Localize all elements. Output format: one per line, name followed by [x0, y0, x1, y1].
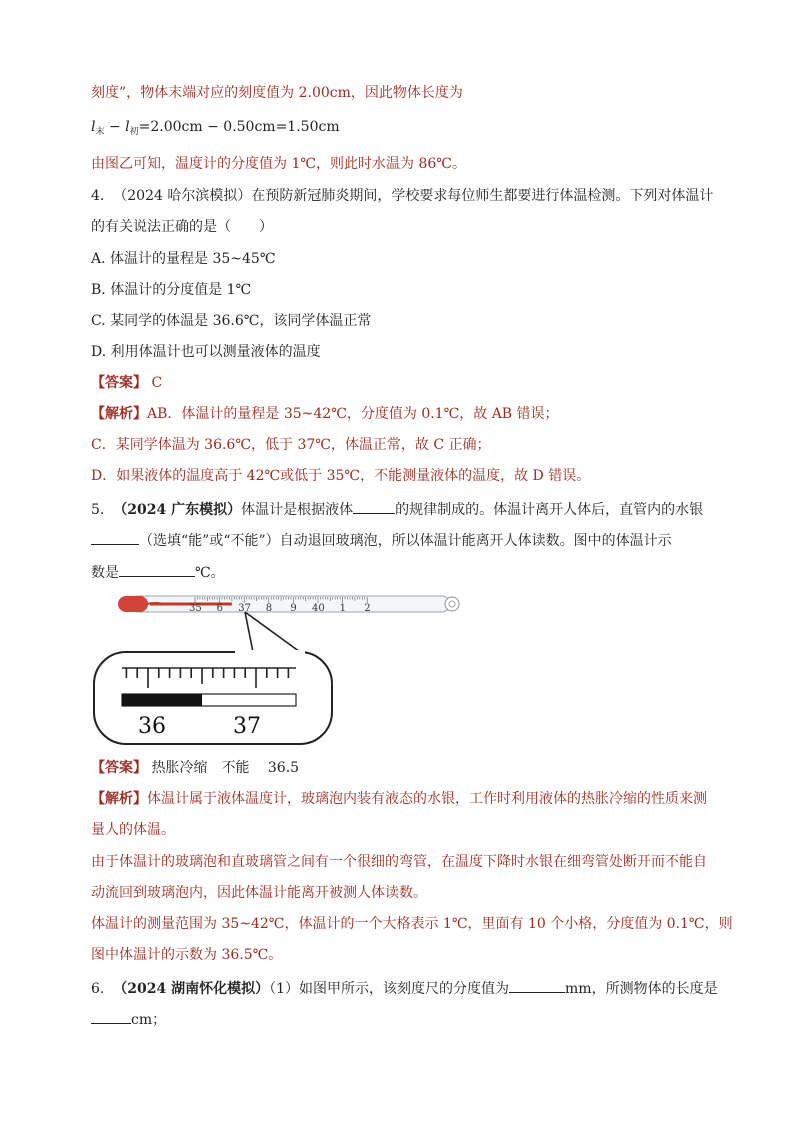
question-text: （2024 哈尔滨模拟）在预防新冠肺炎期间，学校要求每位师生都要进行体温检测。下列对体温计	[113, 188, 714, 204]
question-text-line	[91, 562, 225, 582]
explanation-line: 动流回到玻璃泡内，因此体温计能离开被测人体读数。	[91, 885, 427, 901]
scale-label: 2	[364, 603, 371, 614]
explanation-line: 图中体温计的示数为 36.5℃。	[91, 947, 283, 963]
answer-blank[interactable]	[509, 978, 565, 993]
question-number: 4.	[91, 188, 105, 204]
question-text: （选填“能”或“不能”）自动退回玻璃泡，所以体温计能离开人体读数。图中的体温计示	[139, 533, 672, 549]
scale-label: 35	[189, 603, 202, 614]
question-text: cm；	[131, 1012, 167, 1028]
zoom-bubble-gap	[235, 650, 305, 654]
answer-blank[interactable]	[119, 562, 195, 577]
eq-sub-end: 末	[95, 127, 105, 137]
question-number: 6.	[91, 981, 105, 997]
question-text: （1）如图甲所示，该刻度尺的分度值为	[269, 981, 510, 997]
zoom-mercury	[122, 694, 202, 706]
question-text: 的规律制成的。体温计离开人体后，直管内的水银	[395, 502, 704, 518]
option-a: A. 体温计的量程是 35~45℃	[91, 251, 276, 267]
zoom-pointer	[245, 612, 300, 652]
explanation-text: AB．体温计的量程是 35~42℃，分度值为 0.1℃，故 AB 错误；	[147, 406, 559, 422]
explanation-line	[91, 790, 707, 808]
explanation-line	[91, 405, 559, 423]
answer-line	[91, 374, 162, 392]
explanation-text: 体温计属于液体温度计，玻璃泡内装有液态的水银，工作时利用液体的热胀冷缩的性质来测	[147, 791, 707, 807]
question-4-stem	[91, 187, 713, 205]
question-number: 5.	[91, 502, 105, 518]
zoom-label-36: 36	[138, 714, 166, 739]
question-text: mm，所测物体的长度是	[565, 981, 718, 997]
explanation-line: 由于体温计的玻璃泡和直玻璃管之间有一个很细的弯管，在温度下降时水银在细弯管处断开而不能自	[91, 854, 707, 870]
equation-line: $l_末 - l_初=2.00cm - 0.50cm=1.50cm$	[91, 119, 340, 137]
text-line: 刻度”，物体末端对应的刻度值为 2.00cm，因此物体长度为	[91, 85, 463, 101]
question-text-line	[91, 530, 672, 550]
question-source: （2024 湖南怀化模拟）	[113, 981, 270, 997]
answer-tag: 【答案】	[91, 375, 147, 391]
question-text: 的有关说法正确的是（ ）	[91, 219, 273, 235]
explanation-tag: 【解析】	[91, 406, 147, 422]
answer-blank[interactable]	[353, 499, 395, 514]
explanation-line: D．如果液体的温度高于 42℃或低于 35℃，不能测量液体的温度，故 D 错误。	[91, 468, 591, 484]
explanation-line: 量人的体温。	[91, 822, 175, 838]
answer-value: 热胀冷缩 不能 36.5	[151, 760, 300, 776]
scale-label: 8	[265, 603, 273, 614]
answer-tag: 【答案】	[91, 760, 147, 776]
option-d: D. 利用体温计也可以测量液体的温度	[91, 344, 321, 360]
scale-label: 1	[339, 603, 346, 614]
option-b: B. 体温计的分度值是 1℃	[91, 282, 252, 298]
answer-blank[interactable]	[91, 530, 139, 545]
scale-label: 9	[290, 603, 297, 614]
answer-blank[interactable]	[91, 1009, 131, 1024]
thermometer-end-hole	[449, 601, 455, 607]
scale-label: 40	[312, 603, 325, 614]
question-text: ℃。	[195, 565, 225, 581]
scale-label: 37	[238, 603, 251, 614]
explanation-line: C．某同学体温为 36.6℃，低于 37℃，体温正常，故 C 正确；	[91, 437, 491, 453]
answer-value: C	[151, 375, 163, 391]
eq-sub-start: 初	[129, 127, 139, 137]
answer-line	[91, 759, 299, 777]
explanation-tag: 【解析】	[91, 791, 147, 807]
thermometer-figure	[90, 590, 470, 748]
option-c: C. 某同学的体温是 36.6℃，该同学体温正常	[91, 313, 372, 329]
question-source: （2024 广东模拟）	[113, 502, 242, 518]
thermometer-bulb	[118, 596, 148, 612]
eq-rhs: =2.00cm − 0.50cm=1.50cm	[138, 119, 340, 135]
text-line: 由图乙可知，温度计的分度值为 1℃，则此时水温为 86℃。	[91, 156, 466, 172]
scale-label: 6	[216, 603, 223, 614]
question-text: 体温计是根据液体	[241, 502, 354, 518]
question-text-line	[91, 1009, 166, 1029]
question-5-stem	[91, 499, 703, 519]
question-6-stem	[91, 978, 718, 998]
explanation-line: 体温计的测量范围为 35~42℃，体温计的一个大格表示 1℃，里面有 10 个小格，分度值为 0.1℃，则	[91, 916, 733, 932]
question-text: 数是	[91, 565, 119, 581]
zoom-label-37: 37	[233, 714, 261, 739]
